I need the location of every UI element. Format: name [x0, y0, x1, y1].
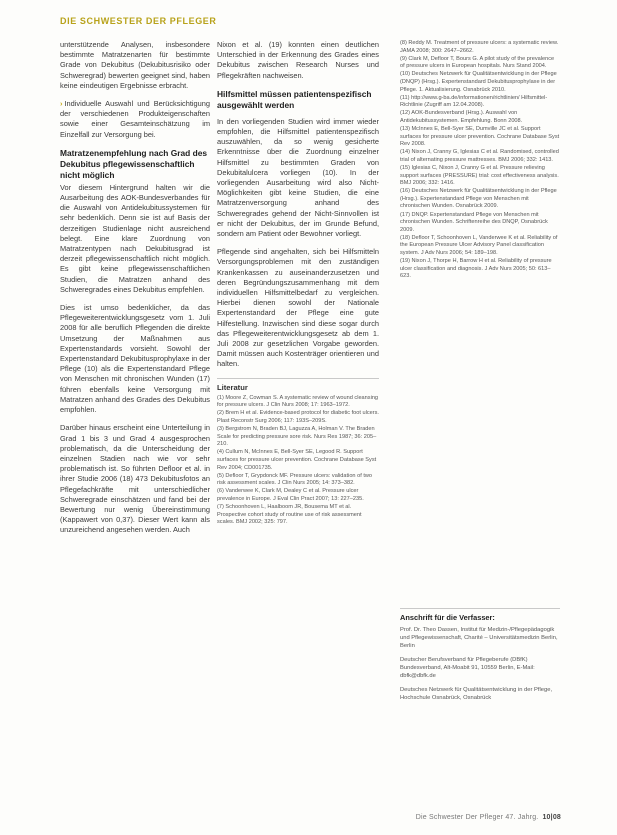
column-3 — [400, 40, 560, 600]
reference-item: (17) DNQP. Expertenstandard Pflege von Menschen mit chronischen Wunden. Schriftenreihe des DNQP, Osnabrück 2009. — [400, 211, 548, 233]
column-2 — [217, 40, 379, 800]
references-title: Literatur — [217, 382, 248, 392]
reference-item: (13) McInnes E, Bell-Syer SE, Dumville JC et al. Support surfaces for pressure ulcer prevention. Cochrane Database Syst Rev 2008. — [400, 126, 560, 148]
bullet-text: Individuelle Auswahl und Berücksichtigung der verschiedenen Produkteigenschaften sowie einer Gesamteinschätzung im Einzelfall zur Versorgung bei. — [60, 99, 210, 139]
author-address-box — [400, 600, 560, 770]
reference-item: (16) Deutsches Netzwerk für Qualitätsentwicklung in der Pflege (Hrsg.). Expertenstandard Pflege von Menschen mit chronischen Wunden. Osnabrück 2009. — [400, 188, 557, 210]
reference-item: (2) Brem H et al. Evidence-based protocol for diabetic foot ulcers. Plast Reconstr Surg 2006; 117: 193S–209S. — [217, 410, 379, 424]
journal-name: Die Schwester Der Pfleger 47. Jahrg. — [415, 814, 539, 821]
divider — [400, 608, 560, 609]
paragraph: Nixon et al. (19) konnten einen deutlichen Unterschied in der Erkennung des Grades eines Dekubitus zwischen Research Nurses und Pflegekräften nachweisen. — [217, 40, 379, 80]
section-heading: Hilfsmittel müssen patientenspezifisch ausgewählt werden — [217, 88, 372, 110]
paragraph: Pflegende sind angehalten, sich bei Hilfsmitteln Versorgungsproblemen mit den zuständigen Krankenkassen zu auseinanderzusetzen und deren Begründungszusammenhang mit dem individuellen Hilfsmittelbedarf zu vergleichen. Hierbei dienen sowohl der Nationale Expertenstandard der Pflege eine gute Hilfestellung. Inzwischen sind diese sogar durch das Pflegeweiterentwicklungsgesetz ab dem 1. Juli 2008 zur gesetzlichen Vorgabe geworden. Damit müssen auch Kostenträger orientieren und halten. — [217, 247, 379, 369]
column-1 — [60, 40, 210, 800]
divider — [217, 378, 379, 379]
address-title: Anschrift für die Verfasser: — [400, 613, 495, 622]
address-line: Deutsches Netzwerk für Qualitätsentwicklung in der Pflege, Hochschule Osnabrück, Osnabrück — [400, 687, 553, 701]
reference-item: (19) Nixon J, Thorpe H, Barrow H et al. Reliability of pressure ulcer classification and diagnosis. J Adv Nurs 2005; 50: 613–623. — [400, 258, 552, 280]
page-footer — [416, 814, 561, 821]
reference-item: (11) http://www.g-ba.de/informationen/richtlinien/ Hilfsmittel-Richtlinie (Zugriff am 12.04.2008). — [400, 94, 548, 109]
section-header: DIE SCHWESTER DER PFLEGER — [60, 16, 217, 26]
bullet-paragraph — [60, 99, 210, 140]
paragraph: In den vorliegenden Studien wird immer wieder empfohlen, die Hilfsmittel patientenspezifisch auszuwählen, da so wenig gesicherte Erkenntnisse über die Zuordnung einzelner Hilfsmittel zu bestimmten Graden von Dekubitalulcera vorliegen (10). In der vorliegenden Ausarbeitung wird also Nicht-Möglichkeiten gibt keine Studien, die eine Matratzenversorgung anhand des Schweregrades gehend der Nicht-Sinnvollen ist er nicht der Dekubitus, der im Grunde Befund, sondern am Patient oder Bewohner vorliegt. — [217, 116, 379, 239]
reference-item: (4) Cullum N, McInnes E, Bell-Syer SE, Legood R. Support surfaces for pressure ulcer prevention. Cochrane Database Syst Rev 2004; CD001735. — [217, 449, 377, 471]
reference-item: (8) Reddy M. Treatment of pressure ulcers: a systematic review. JAMA 2008; 300: 2647–2662. — [400, 40, 559, 54]
paragraph: Darüber hinaus erscheint eine Unterteilung in Grad 1 bis 3 und Grad 4 ausgesprochen problematisch, da die Unterscheidung der einzelnen Stadien nach wie vor sehr problematisch ist. So führten Defloor et al. in ihrer Studie 2006 (18) 473 Dekubitusfotos an Pflegefachkräfte mit unterschiedlicher Schweregrade einschätzen und fand bei der Bewertung nur wenig Übereinstimmung (Kappawert von 0,37). Dieser Wert kann als unzureichend angesehen werden. Auch — [60, 423, 210, 535]
paragraph: unterstützende Analysen, insbesondere bestimmte Matratzenarten für bestimmte Grade von Dekubitus (Dekubitusrisiko oder Schweregrad) bewerten geeignet sind, haben keine eindeutigen Ergebnisse erbracht. — [60, 40, 210, 90]
reference-item: (3) Bergstrom N, Braden BJ, Laguzza A, Holman V. The Braden Scale for predicting pressure sore risk. Nurs Res 1987; 36: 205–210. — [217, 426, 377, 448]
reference-item: (5) Defloor T, Grypdonck MF. Pressure ulcers: validation of two risk assessment scales. J Clin Nurs 2005; 14: 373–382. — [217, 472, 373, 487]
reference-item: (14) Nixon J, Cranny G, Iglesias C et al. Randomised, controlled trial of alternating pressure mattresses. BMJ 2006; 332: 1413. — [400, 149, 559, 163]
paragraph: Dies ist umso bedenklicher, da das Pflegeweiterentwicklungsgesetz vom 1. Juli 2008 für alle beruflich Pflegenden die direkte Umsetzung der Maßnahmen aus Expertenstandards vorsieht. Sowohl der Expertenstandard Dekubitusprophylaxe in der Pflege (10) als die Expertenstandard Pflege von Menschen mit chronischen Wunden (17) führen ebenfalls keine Versorgung mit Matratzen anhand des Grades des Dekubitus empfohlen. — [60, 303, 210, 415]
address-line: Prof. Dr. Theo Dassen, Institut für Medizin-/Pflegepädagogik und Pflegewissenschaft, Charité – Universitätsmedizin Berlin, Berlin — [400, 627, 558, 649]
reference-item: (15) Iglesias C, Nixon J, Cranny G et al. Pressure relieving support surfaces (PRESSURE) trial: cost effectiveness analysis. BMJ 2006; 332: 1416. — [400, 165, 559, 187]
reference-item: (6) Vanderwee K, Clark M, Dealey C et al. Pressure ulcer prevalence in Europe. J Eval Clin Pract 2007; 13: 227–235. — [217, 488, 364, 502]
reference-item: (1) Moore Z, Cowman S. A systematic review of wound cleansing for pressure ulcers. J Clin Nurs 2008; 17: 1963–1972. — [217, 394, 379, 409]
address-line: Deutscher Berufsverband für Pflegeberufe (DBfK) Bundesverband, Alt-Moabit 91, 10559 Berlin, E-Mail: dbfk@dbfk.de — [400, 657, 535, 679]
reference-item: (10) Deutsches Netzwerk für Qualitätsentwicklung in der Pflege (DNQP) (Hrsg.). Expertenstandard Dekubitusprophylaxe in der Pflege. 1. Aktualisierung. Osnabrück 2010. — [400, 71, 557, 93]
section-heading: Matratzenempfehlung nach Grad des Dekubitus pflegewissenschaftlich nicht möglich — [60, 147, 208, 180]
bullet-marker-icon: › — [60, 99, 63, 109]
paragraph: Vor diesem Hintergrund halten wir die Ausarbeitung des AOK-Bundesverbandes für die Auswahl von Antidekubitussystemen für sehr bedenklich. Denn sie ist auf Basis der derzeitigen Studienlage nicht ausreichend belegt. Eine klare Zuordnung von Matratzentypen nach Dekubitusgrad ist derzeit pflegewissenschaftlich nicht möglich. Es gibt keine pflegewissenschaftlichen Studien, die Matratzen anhand des Schweregrades eines Dekubitus empfehlen. — [60, 182, 210, 294]
reference-item: (12) AOK-Bundesverband (Hrsg.). Auswahl von Antidekubitussystemen. Empfehlung. Bonn 2008. — [400, 110, 523, 124]
reference-item: (18) Defloor T, Schoonhoven L, Vanderwee K et al. Reliability of the European Pressure Ulcer Advisory Panel classification system. J Adv Nurs 2006; 54: 189–198. — [400, 234, 558, 257]
reference-item: (9) Clark M, Defloor T, Bours G. A pilot study of the prevalence of pressure ulcers in European hospitals. Nurs Stand 2004. — [400, 55, 555, 70]
reference-item: (7) Schoonhoven L, Haalboom JR, Bousema MT et al. Prospective cohort study of routine use of risk assessment scales. BMJ 2002; 325: 797. — [217, 504, 362, 526]
page-number: 10|08 — [542, 814, 561, 821]
